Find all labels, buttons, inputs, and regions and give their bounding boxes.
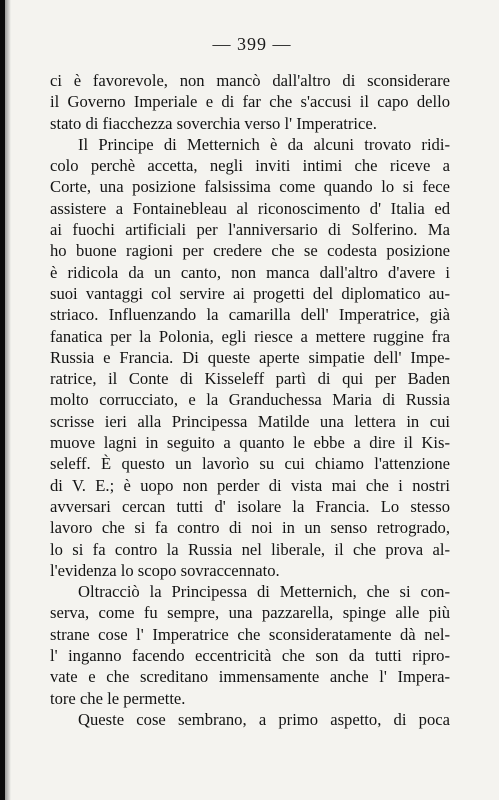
- text-line: ci è favorevole, non mancò dall'altro di sconsiderare: [50, 71, 450, 90]
- text-line: ai fuochi artificiali per l'anniversario di Solferino. Ma: [50, 220, 450, 240]
- text-line: colo perchè accetta, negli inviti intimi che riceve a: [50, 156, 450, 176]
- text-line: serva, come fu sempre, una pazzarella, spinge alle più: [50, 603, 450, 623]
- text-line: fanatica per la Polonia, egli riesce a mettere ruggine fra: [50, 326, 450, 346]
- text-line: strane cose l' Imperatrice che sconsideratamente dà nel-: [50, 624, 450, 644]
- page-number: — 399 —: [212, 34, 292, 54]
- text-line: stato di fiacchezza soverchia verso l' Imperatrice.: [50, 113, 377, 133]
- text-line: molto corrucciato, e la Granduchessa Maria di Russia: [50, 390, 450, 410]
- text-line: Russia e Francia. Di queste aperte simpatie dell' Impe-: [50, 347, 450, 367]
- text-line: avversari cercan tutti d' isolare la Francia. Lo stesso: [50, 496, 450, 516]
- text-line: lavoro che si fa contro di noi in un senso retrogrado,: [50, 518, 450, 538]
- text-line: di V. E.; è uopo non perder di vista mai che i nostri: [50, 475, 450, 495]
- text-line: il Governo Imperiale e di far che s'accusi il capo dello: [50, 92, 450, 112]
- text-line: ho buone ragioni per credere che se codesta posizione: [50, 241, 450, 261]
- text-line: seleff. È questo un lavorìo su cui chiamo l'attenzione: [50, 454, 450, 474]
- text-line: è ridicola da un canto, non manca dall'altro d'avere i: [50, 262, 450, 282]
- text-line: striaco. Influenzando la camarilla dell' Imperatrice, già: [50, 305, 450, 325]
- text-line: scrisse ieri alla Principessa Matilde una lettera in cui: [50, 411, 450, 431]
- text-line: l'evidenza lo scopo sovraccennato.: [50, 560, 280, 580]
- text-line: lo si fa contro la Russia nel liberale, il che prova al-: [50, 539, 450, 559]
- text-line: Il Principe di Metternich è da alcuni trovato ridi-: [78, 134, 450, 154]
- text-line: assistere a Fontainebleau al riconoscimento d' Italia ed: [50, 198, 450, 218]
- text-line: Corte, una posizione falsissima come quando lo si fece: [50, 177, 450, 197]
- text-line: Queste cose sembrano, a primo aspetto, di poca: [78, 709, 450, 729]
- text-line: vate e che screditano immensamente anche l' Impera-: [50, 667, 450, 687]
- book-page: [5, 0, 499, 800]
- body-text: [50, 70, 450, 730]
- text-line: muove lagni in seguito a quanto le ebbe a dire il Kis-: [50, 433, 450, 453]
- text-line: tore che le permette.: [50, 688, 186, 708]
- text-line: suoi vantaggi col servire ai progetti del diplomatico au-: [50, 283, 450, 303]
- text-line: ratrice, il Conte di Kisseleff partì di qui per Baden: [50, 369, 450, 389]
- page-gutter-shadow: [5, 0, 11, 800]
- text-line: Oltracciò la Principessa di Metternich, che si con-: [78, 582, 450, 602]
- text-line: l' inganno facendo eccentricità che son da tutti ripro-: [50, 646, 450, 666]
